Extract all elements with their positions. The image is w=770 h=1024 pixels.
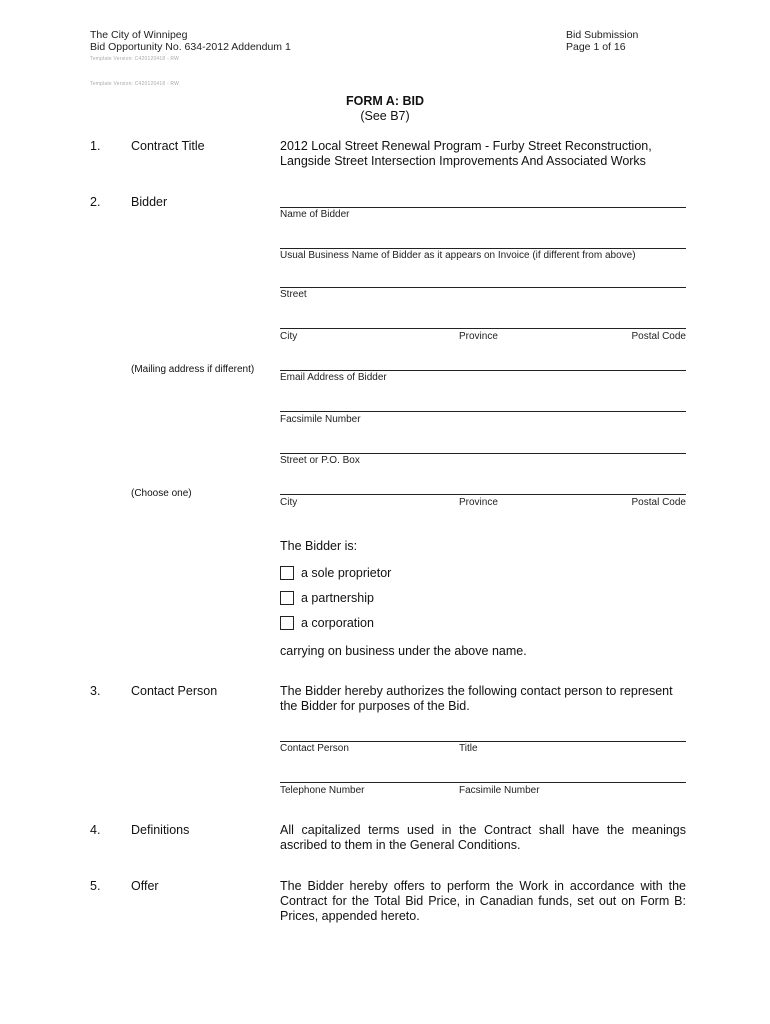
- template-version-1: Template Version: C420120418 - RW: [90, 56, 180, 62]
- corporation-checkbox[interactable]: [280, 616, 294, 630]
- section-1-label: Contract Title: [131, 139, 205, 153]
- mailing-city-line[interactable]: [280, 494, 686, 495]
- partnership-label: a partnership: [301, 591, 374, 605]
- carrying-on-business-text: carrying on business under the above name.: [280, 644, 527, 658]
- mailing-postal-code-label: Postal Code: [631, 497, 686, 508]
- corporation-label: a corporation: [301, 616, 374, 630]
- postal-code-label: Postal Code: [631, 331, 686, 342]
- email-line[interactable]: [280, 370, 686, 371]
- section-2-number: 2.: [90, 195, 101, 209]
- city-province-postal-line[interactable]: [280, 328, 686, 329]
- contact-person-field-label: Contact Person: [280, 743, 349, 754]
- telephone-label: Telephone Number: [280, 785, 365, 796]
- business-name-label: Usual Business Name of Bidder as it appears on Invoice (if different from above): [280, 250, 636, 261]
- section-5-number: 5.: [90, 879, 101, 893]
- header-bid-opportunity: Bid Opportunity No. 634-2012 Addendum 1: [90, 41, 291, 53]
- street-label: Street: [280, 289, 307, 300]
- bidder-is-label: The Bidder is:: [280, 539, 358, 553]
- po-box-line[interactable]: [280, 453, 686, 454]
- mailing-province-label: Province: [459, 497, 498, 508]
- template-version-2: Template Version: C420120418 - RW: [90, 81, 180, 87]
- business-name-line[interactable]: [280, 248, 686, 249]
- po-box-label: Street or P.O. Box: [280, 455, 360, 466]
- contact-person-line[interactable]: [280, 741, 686, 742]
- section-3-label: Contact Person: [131, 684, 218, 698]
- street-line[interactable]: [280, 287, 686, 288]
- province-label: Province: [459, 331, 498, 342]
- fax-label: Facsimile Number: [280, 414, 361, 425]
- sole-proprietor-checkbox[interactable]: [280, 566, 294, 580]
- partnership-checkbox[interactable]: [280, 591, 294, 605]
- definitions-text: All capitalized terms used in the Contract shall have the meanings ascribed to them in the General Conditions.: [280, 823, 686, 852]
- section-3-number: 3.: [90, 684, 101, 698]
- header-org: The City of Winnipeg: [90, 29, 188, 41]
- header-bid-submission: Bid Submission: [566, 29, 639, 41]
- section-1-number: 1.: [90, 139, 101, 153]
- section-4-number: 4.: [90, 823, 101, 837]
- choose-one-note: (Choose one): [131, 488, 192, 499]
- email-label: Email Address of Bidder: [280, 372, 387, 383]
- section-5-label: Offer: [131, 879, 159, 893]
- telephone-line[interactable]: [280, 782, 686, 783]
- name-of-bidder-label: Name of Bidder: [280, 209, 350, 220]
- sole-proprietor-label: a sole proprietor: [301, 566, 392, 580]
- mailing-address-note: (Mailing address if different): [131, 364, 255, 375]
- offer-text: The Bidder hereby offers to perform the Work in accordance with the Contract for the Total Bid Price, in Canadian funds, set out on Form B: Prices, appended hereto.: [280, 879, 686, 923]
- contact-person-text: The Bidder hereby authorizes the following contact person to represent the Bidder for purposes of the Bid.: [280, 684, 673, 713]
- section-2-label: Bidder: [131, 195, 168, 209]
- contract-title-text: 2012 Local Street Renewal Program - Furby Street Reconstruction, Langside Street Intersection Improvements And Associated Works: [280, 139, 652, 168]
- name-of-bidder-line[interactable]: [280, 207, 686, 208]
- section-4-label: Definitions: [131, 823, 190, 837]
- mailing-city-label: City: [280, 497, 298, 508]
- form-title: FORM A: BID: [346, 94, 424, 108]
- city-label: City: [280, 331, 298, 342]
- header-page-number: Page 1 of 16: [566, 41, 626, 53]
- title-field-label: Title: [459, 743, 478, 754]
- contact-fax-label: Facsimile Number: [459, 785, 540, 796]
- form-subtitle: (See B7): [360, 109, 410, 123]
- fax-line[interactable]: [280, 411, 686, 412]
